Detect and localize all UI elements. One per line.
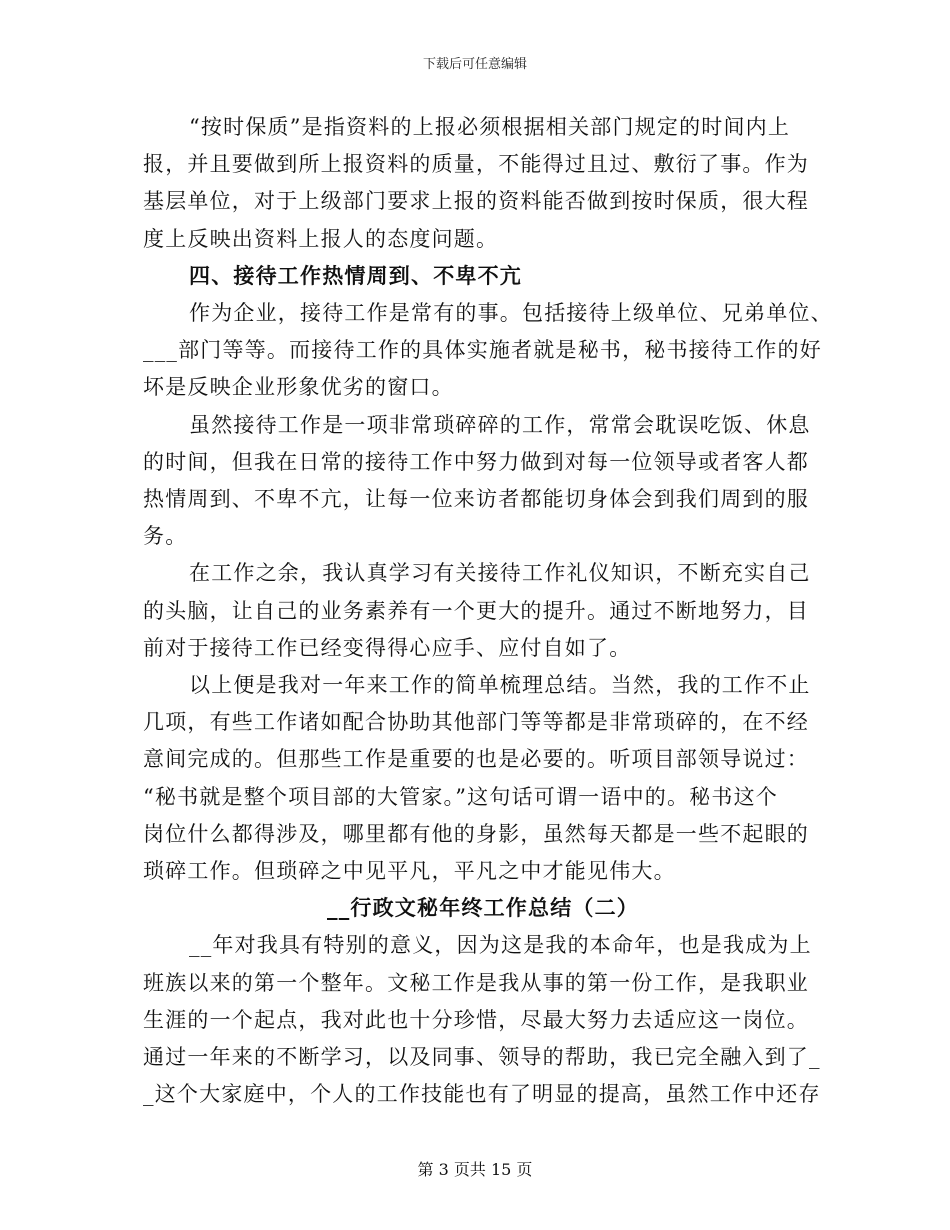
text-line: 热情周到、不卑不亢，让每一位来访者都能切身体会到我们周到的服 (143, 487, 809, 512)
text-line: 坏是反映企业形象优劣的窗口。 (143, 375, 454, 400)
text-line: 意间完成的。但那些工作是重要的也是必要的。听项目部领导说过： (143, 747, 809, 772)
page-header: 下载后可任意编辑 (422, 57, 527, 72)
text-line: _这个大家庭中，个人的工作技能也有了明显的提高，虽然工作中还存 (143, 1082, 821, 1107)
page-footer: 第 3 页共 15 页 (417, 1160, 533, 1179)
text-line: 前对于接待工作已经变得得心应手、应付自如了。 (143, 635, 632, 660)
text-line: 琐碎工作。但琐碎之中见平凡，平凡之中才能见伟大。 (143, 859, 676, 884)
text-line: 的时间，但我在日常的接待工作中努力做到对每一位领导或者客人都 (143, 449, 809, 474)
text-line: 基层单位，对于上级部门要求上报的资料能否做到按时保质，很大程 (143, 189, 809, 214)
text-line: 作为企业，接待工作是常有的事。包括接待上级单位、兄弟单位、 (189, 301, 833, 326)
document-title: __行政文秘年终工作总结（二） (327, 896, 639, 921)
text-line: 班族以来的第一个整年。文秘工作是我从事的第一份工作，是我职业 (143, 970, 809, 995)
text-line: 的头脑，让自己的业务素养有一个更大的提升。通过不断地努力，目 (143, 598, 809, 623)
text-line: 务。 (143, 524, 188, 549)
text-line: “按时保质”是指资料的上报必须根据相关部门规定的时间内上 (189, 115, 791, 139)
text-line: ___部门等等。而接待工作的具体实施者就是秘书，秘书接待工作的好 (143, 338, 822, 363)
document-body (143, 109, 833, 1113)
text-line: 几项，有些工作诸如配合协助其他部门等等都是非常琐碎的，在不经 (143, 710, 809, 735)
text-line: __年对我具有特别的意义，因为这是我的本命年，也是我成为上 (189, 933, 812, 958)
text-line: 虽然接待工作是一项非常琐碎碎的工作，常常会耽误吃饭、休息 (189, 412, 811, 437)
text-line: 报，并且要做到所上报资料的质量，不能得过且过、敷衍了事。作为 (143, 152, 809, 177)
text-line: 通过一年来的不断学习，以及同事、领导的帮助，我已完全融入到了_ (143, 1045, 821, 1070)
text-line: 以上便是我对一年来工作的简单梳理总结。当然，我的工作不止 (189, 673, 811, 698)
text-line: 在工作之余，我认真学习有关接待工作礼仪知识，不断充实自己 (189, 561, 811, 586)
text-line: 生涯的一个起点，我对此也十分珍惜，尽最大努力去适应这一岗位。 (143, 1007, 809, 1032)
text-line: “秘书就是整个项目部的大管家。”这句话可谓一语中的。秘书这个 (143, 784, 778, 809)
section-heading: 四、接待工作热情周到、不卑不亢 (189, 263, 522, 288)
text-line: 度上反映出资料上报人的态度问题。 (143, 226, 499, 251)
text-line: 岗位什么都得涉及，哪里都有他的身影，虽然每天都是一些不起眼的 (143, 821, 809, 846)
